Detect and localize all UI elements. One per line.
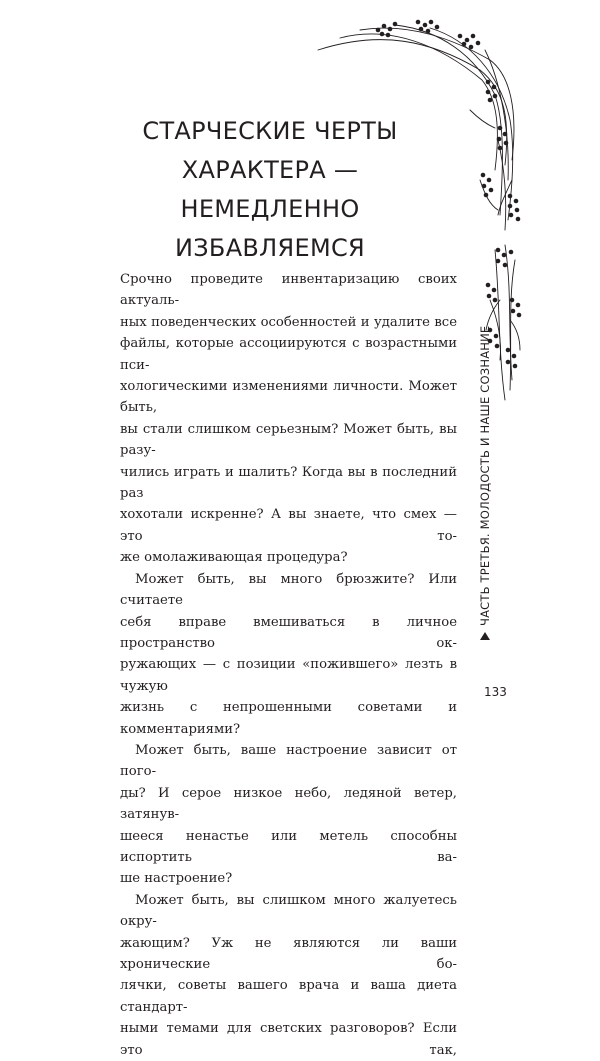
berry-cluster xyxy=(376,22,398,38)
text-line: же омолаживающая процедура? xyxy=(120,550,348,566)
text-line: ных поведенческих особенностей и удалите все xyxy=(120,314,457,330)
text-line: Срочно проведите инвентаризацию своих актуаль- xyxy=(120,272,457,309)
chapter-title xyxy=(105,112,435,268)
text-line: Может быть, вы много брюзжите? Или считаете xyxy=(120,571,457,609)
title-line: ИЗБАВЛЯЕМСЯ xyxy=(174,234,365,262)
page-number: 133 xyxy=(484,685,507,699)
text-line: шееся ненастье или метель способны испортить ва- xyxy=(120,828,457,865)
text-line: жающим? Уж не являются ли ваши хронические бо- xyxy=(120,935,457,972)
triangle-marker-icon xyxy=(480,632,490,640)
text-line: файлы, которые ассоциируются с возрастными пси- xyxy=(120,336,457,373)
body-text xyxy=(120,269,457,1061)
text-line: лячки, советы вашего врача и ваша диета стандарт- xyxy=(120,978,457,1015)
text-line: хологическими изменениями личности. Может быть, xyxy=(120,379,457,416)
title-line: СТАРЧЕСКИЕ ЧЕРТЫ xyxy=(142,117,398,145)
text-line: ды? И серое низкое небо, ледяной ветер, затянув- xyxy=(120,785,457,823)
text-line: хохотали искренне? А вы знаете, что смех — это то- xyxy=(120,507,457,544)
title-line: ХАРАКТЕРА — НЕМЕДЛЕННО xyxy=(180,156,360,223)
running-section-label xyxy=(478,326,492,640)
text-line: жизнь с непрошенными советами и комментариями? xyxy=(120,700,457,737)
text-line: чились играть и шалить? Когда вы в последний раз xyxy=(120,464,457,502)
section-label-text: ЧАСТЬ ТРЕТЬЯ. МОЛОДОСТЬ И НАШЕ СОЗНАНИЕ xyxy=(478,325,492,626)
text-line: вы стали слишком серьезным? Может быть, вы разу- xyxy=(120,421,457,459)
text-line: ружающих — с позиции «пожившего» лезть в чужую xyxy=(120,657,457,694)
text-line: Может быть, вы слишком много жалуетесь окру- xyxy=(120,892,457,930)
text-line: ше настроение? xyxy=(120,871,233,887)
text-line: Может быть, ваше настроение зависит от пого- xyxy=(120,742,457,780)
text-line: себя вправе вмешиваться в личное пространство ок- xyxy=(120,614,457,651)
text-line: ными темами для светских разговоров? Если это так, xyxy=(120,1021,457,1058)
